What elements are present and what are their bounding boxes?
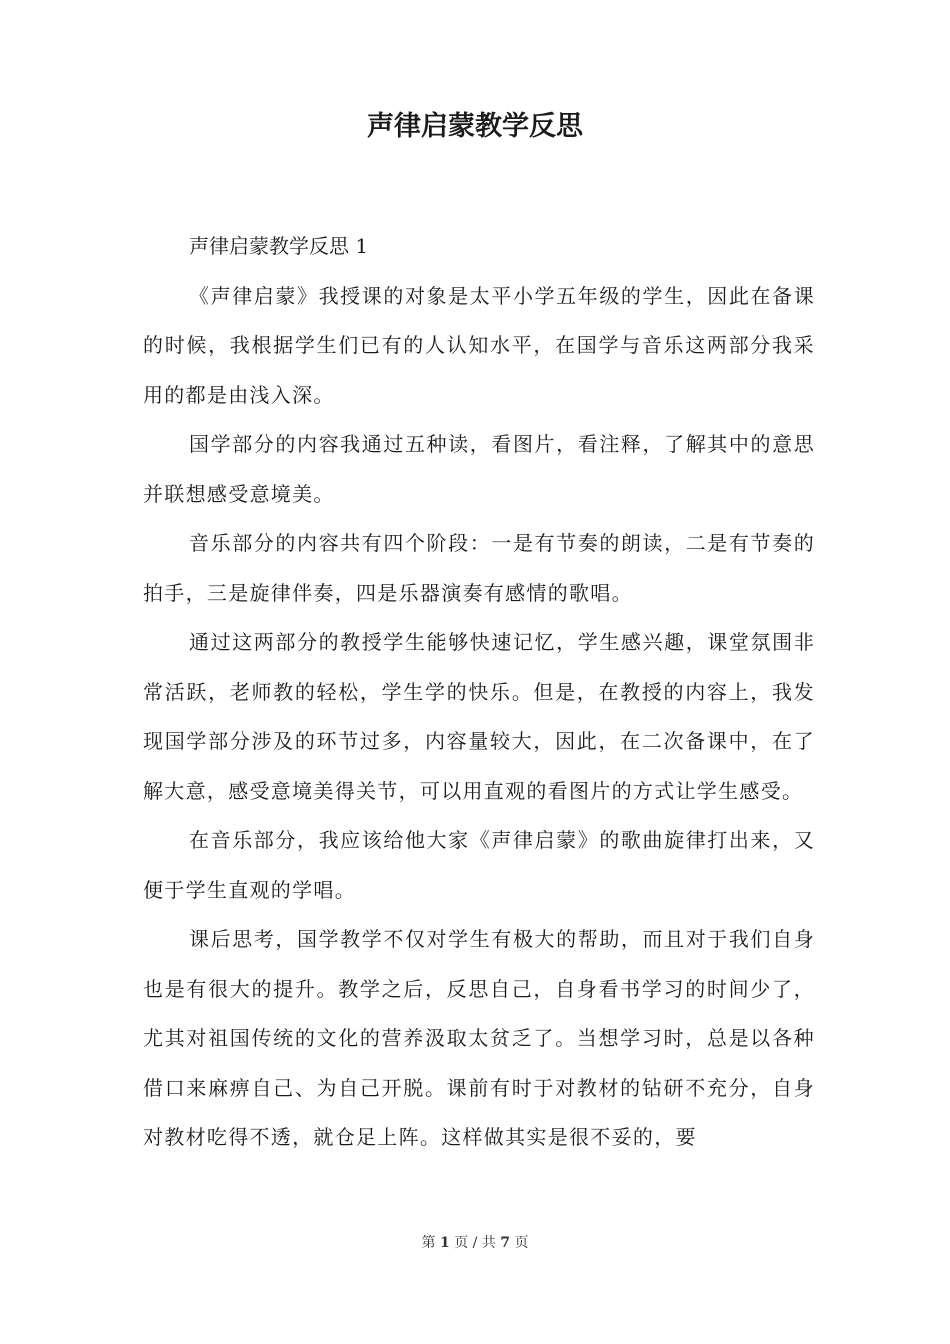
document-title: 声律启蒙教学反思 — [367, 111, 583, 142]
footer-middle: 页 / 共 — [454, 1235, 496, 1251]
page-footer — [0, 1232, 950, 1252]
footer-suffix: 页 — [514, 1235, 529, 1251]
paragraph: 音乐部分的内容共有四个阶段：一是有节奏的朗读，二是有节奏的拍手，三是旋律伴奏，四是乐器演奏有感情的歌唱。 — [143, 531, 815, 605]
footer-prefix: 第 — [421, 1235, 436, 1251]
paragraph: 国学部分的内容我通过五种读，看图片，看注释，了解其中的意思并联想感受意境美。 — [143, 432, 815, 506]
paragraph: 《声律启蒙》我授课的对象是太平小学五年级的学生，因此在备课的时候，我根据学生们已有的人认知水平，在国学与音乐这两部分我采用的都是由浅入深。 — [143, 283, 815, 407]
paragraph: 在音乐部分，我应该给他大家《声律启蒙》的歌曲旋律打出来，又便于学生直观的学唱。 — [143, 828, 815, 902]
paragraph: 课后思考，国学教学不仅对学生有极大的帮助，而且对于我们自身也是有很大的提升。教学之后，反思自己，自身看书学习的时间少了，尤其对祖国传统的文化的营养汲取太贫乏了。当想学习时，总是以各种借口来麻痹自己、为自己开脱。课前有时于对教材的钻研不充分，自身对教材吃得不透，就仓足上阵。这样做其实是很不妥的，要 — [143, 927, 815, 1149]
document-body — [143, 222, 815, 1163]
section-heading: 声律启蒙教学反思 1 — [189, 234, 369, 258]
paragraph: 通过这两部分的教授学生能够快速记忆，学生感兴趣，课堂氛围非常活跃，老师教的轻松，学生学的快乐。但是，在教授的内容上，我发现国学部分涉及的环节过多，内容量较大，因此，在二次备课中，在了解大意，感受意境美得关节，可以用直观的看图片的方式让学生感受。 — [143, 630, 815, 803]
total-pages-number: 7 — [500, 1235, 511, 1251]
current-page-number: 1 — [439, 1235, 450, 1251]
